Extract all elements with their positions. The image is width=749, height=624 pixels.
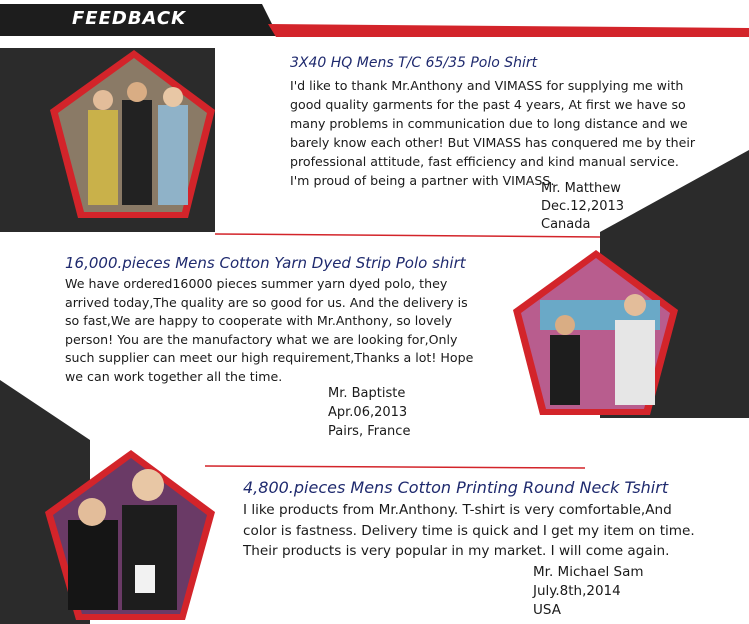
- photo-1-person-b: [122, 100, 152, 205]
- testimonial-3-body: [243, 500, 695, 562]
- testimonial-3-line: I like products from Mr.Anthony. T-shirt is very comfortable,And: [243, 502, 672, 518]
- photo-2-head-b: [624, 294, 646, 316]
- testimonial-1-location: Canada: [541, 217, 591, 232]
- testimonial-2-body: [65, 275, 473, 387]
- testimonial-2-signature: [328, 384, 410, 441]
- testimonial-1-line: many problems in communication due to long distance and we: [290, 116, 688, 131]
- header-red-stripe: [268, 24, 749, 37]
- photo-3-head-a: [78, 498, 106, 526]
- photo-2-person-b: [615, 320, 655, 405]
- testimonial-1-name: Mr. Matthew: [541, 181, 621, 196]
- testimonial-2-line: arrived today,The quality are so good for us. And the delivery is: [65, 294, 468, 310]
- photo-3-person-a: [68, 520, 118, 610]
- photo-1-person-c: [158, 105, 188, 205]
- testimonial-2-line: so fast,We are happy to cooperate with Mr.Anthony, so lovely: [65, 313, 453, 329]
- testimonial-2-name: Mr. Baptiste: [328, 386, 406, 401]
- testimonial-3-line: color is fastness. Delivery time is quick and I get my item on time.: [243, 522, 695, 539]
- page-title: FEEDBACK: [72, 8, 187, 29]
- testimonial-2-heading: 16,000.pieces Mens Cotton Yarn Dyed Strip Polo shirt: [65, 254, 466, 272]
- photo-1-person-a: [88, 110, 118, 205]
- testimonial-3-signature: [533, 563, 644, 620]
- testimonial-1-line: good quality garments for the past 4 years, At first we have so: [290, 97, 686, 112]
- testimonial-1-date: Dec.12,2013: [541, 199, 625, 214]
- testimonial-1-line: I'm proud of being a partner with VIMASS.: [290, 173, 555, 188]
- testimonial-1-line: I'd like to thank Mr.Anthony and VIMASS for supplying me with: [290, 78, 684, 93]
- photo-3-person-b: [122, 505, 177, 610]
- testimonial-3-location: USA: [533, 602, 561, 618]
- photo-1-head-b: [127, 82, 147, 102]
- photo-3-head-b: [132, 469, 164, 501]
- photo-1-head-a: [93, 90, 113, 110]
- divider-line-1: [215, 234, 600, 237]
- testimonial-3-line: Their products is very popular in my market. I will come again.: [243, 543, 670, 559]
- photo-3-badge: [135, 565, 155, 593]
- photo-2-person-a: [550, 335, 580, 405]
- testimonial-1-line: barely know each other! But VIMASS has conquered me by their: [290, 135, 695, 150]
- testimonial-2-date: Apr.06,2013: [328, 405, 408, 420]
- testimonial-1-signature: [541, 180, 624, 234]
- testimonial-1-line: professional attitude, fast efficiency and kind manual service.: [290, 154, 679, 169]
- testimonial-2-line: we can work together all the time.: [65, 368, 283, 384]
- testimonial-2-location: Pairs, France: [328, 424, 411, 439]
- divider-line-2: [205, 466, 585, 468]
- testimonial-2-line: such supplier can meet our high requirement,Thanks a lot! Hope: [65, 350, 474, 366]
- testimonial-2-line: We have ordered16000 pieces summer yarn dyed polo, they: [65, 276, 448, 291]
- testimonial-2-line: person! You are the manufactory what we are looking for,Only: [65, 331, 458, 347]
- testimonial-3-heading: 4,800.pieces Mens Cotton Printing Round Neck Tshirt: [243, 478, 669, 497]
- testimonial-1-heading: 3X40 HQ Mens T/C 65/35 Polo Shirt: [290, 55, 538, 71]
- testimonial-3-date: July.8th,2014: [533, 583, 621, 599]
- testimonial-1-body: [290, 76, 695, 190]
- testimonial-3-name: Mr. Michael Sam: [533, 564, 644, 580]
- photo-1-head-c: [163, 87, 183, 107]
- photo-2-head-a: [555, 315, 575, 335]
